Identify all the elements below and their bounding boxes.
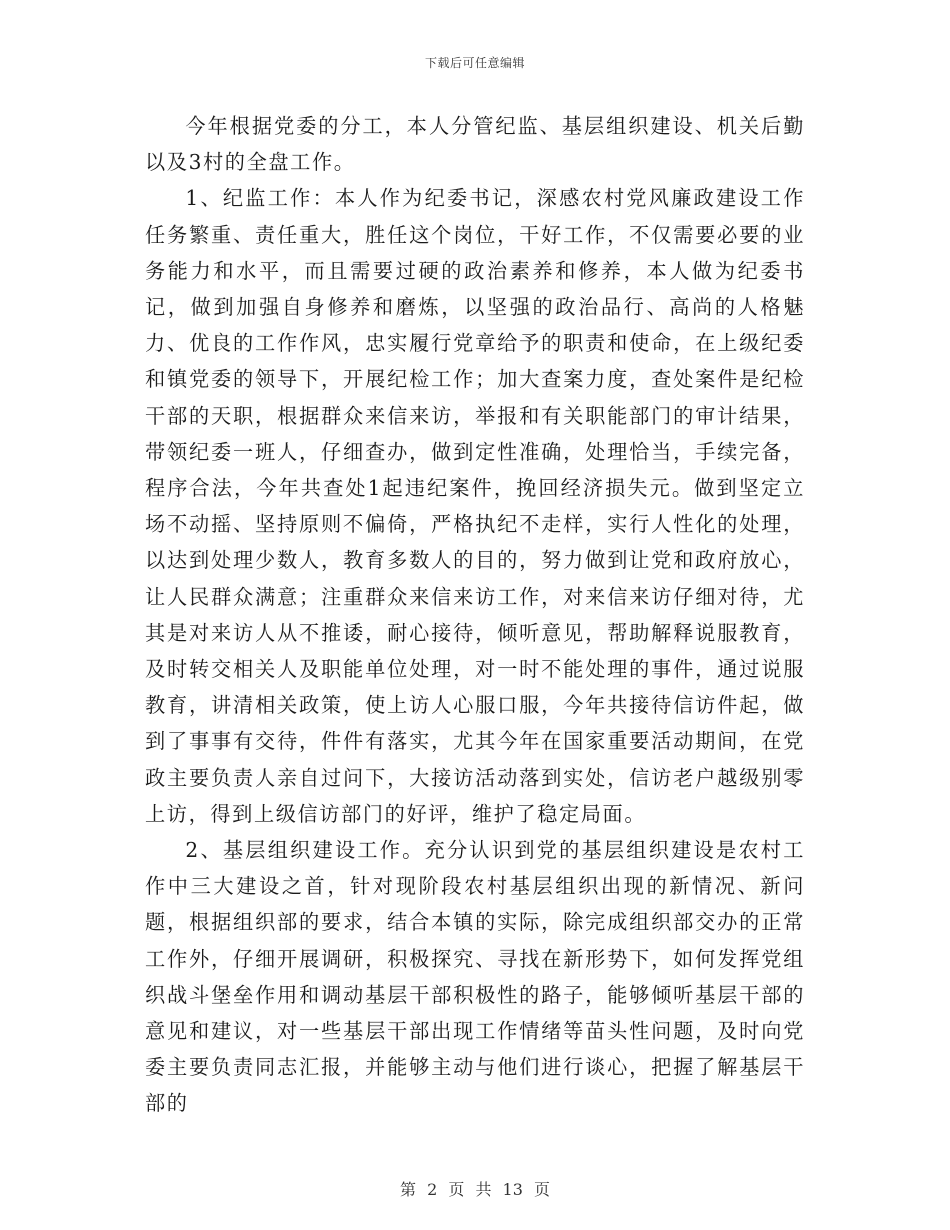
paragraph-intro: 今年根据党委的分工，本人分管纪监、基层组织建设、机关后勤以及3村的全盘工作。 bbox=[145, 114, 805, 175]
paragraph-grassroots-work: 2、基层组织建设工作。充分认识到党的基层组织建设是农村工作中三大建设之首，针对现阶段农村基层组织出现的新情况、新问题，根据组织部的要求，结合本镇的实际，除完成组织部交办的正常工作外，仔细开展调研，积极探究、寻找在新形势下，如何发挥党组织战斗堡垒作用和调动基层干部积极性的路子，能够倾听基层干部的意见和建议，对一些基层干部出现工作情绪等苗头性问题，及时向党委主要负责同志汇报，并能够主动与他们进行谈心，把握了解基层干部的 bbox=[145, 838, 805, 1116]
page-header: 下载后可任意编辑 bbox=[424, 56, 525, 70]
document-body bbox=[145, 108, 805, 1122]
page-number-footer: 第 2 页 共 13 页 bbox=[400, 1180, 550, 1199]
paragraph-discipline-work: 1、纪监工作：本人作为纪委书记，深感农村党风廉政建设工作任务繁重、责任重大，胜任这个岗位，干好工作，不仅需要必要的业务能力和水平，而且需要过硬的政治素养和修养，本人做为纪委书记，做到加强自身修养和磨炼，以坚强的政治品行、高尚的人格魅力、优良的工作作风，忠实履行党章给予的职责和使命，在上级纪委和镇党委的领导下，开展纪检工作；加大查案力度，查处案件是纪检干部的天职，根据群众来信来访，举报和有关职能部门的审计结果，带领纪委一班人，仔细查办，做到定性准确，处理恰当，手续完备，程序合法，今年共查处1起违纪案件，挽回经济损失元。做到坚定立场不动摇、坚持原则不偏倚，严格执纪不走样，实行人性化的处理，以达到处理少数人，教育多数人的目的，努力做到让党和政府放心，让人民群众满意；注重群众来信来访工作，对来信来访仔细对待，尤其是对来访人从不推诿，耐心接待，倾听意见，帮助解释说服教育，及时转交相关人及职能单位处理，对一时不能处理的事件，通过说服教育，讲清相关政策，使上访人心服口服，今年共接待信访件起，做到了事事有交待，件件有落实，尤其今年在国家重要活动期间，在党政主要负责人亲自过问下，大接访活动落到实处，信访老户越级别零上访，得到上级信访部门的好评，维护了稳定局面。 bbox=[145, 186, 805, 826]
